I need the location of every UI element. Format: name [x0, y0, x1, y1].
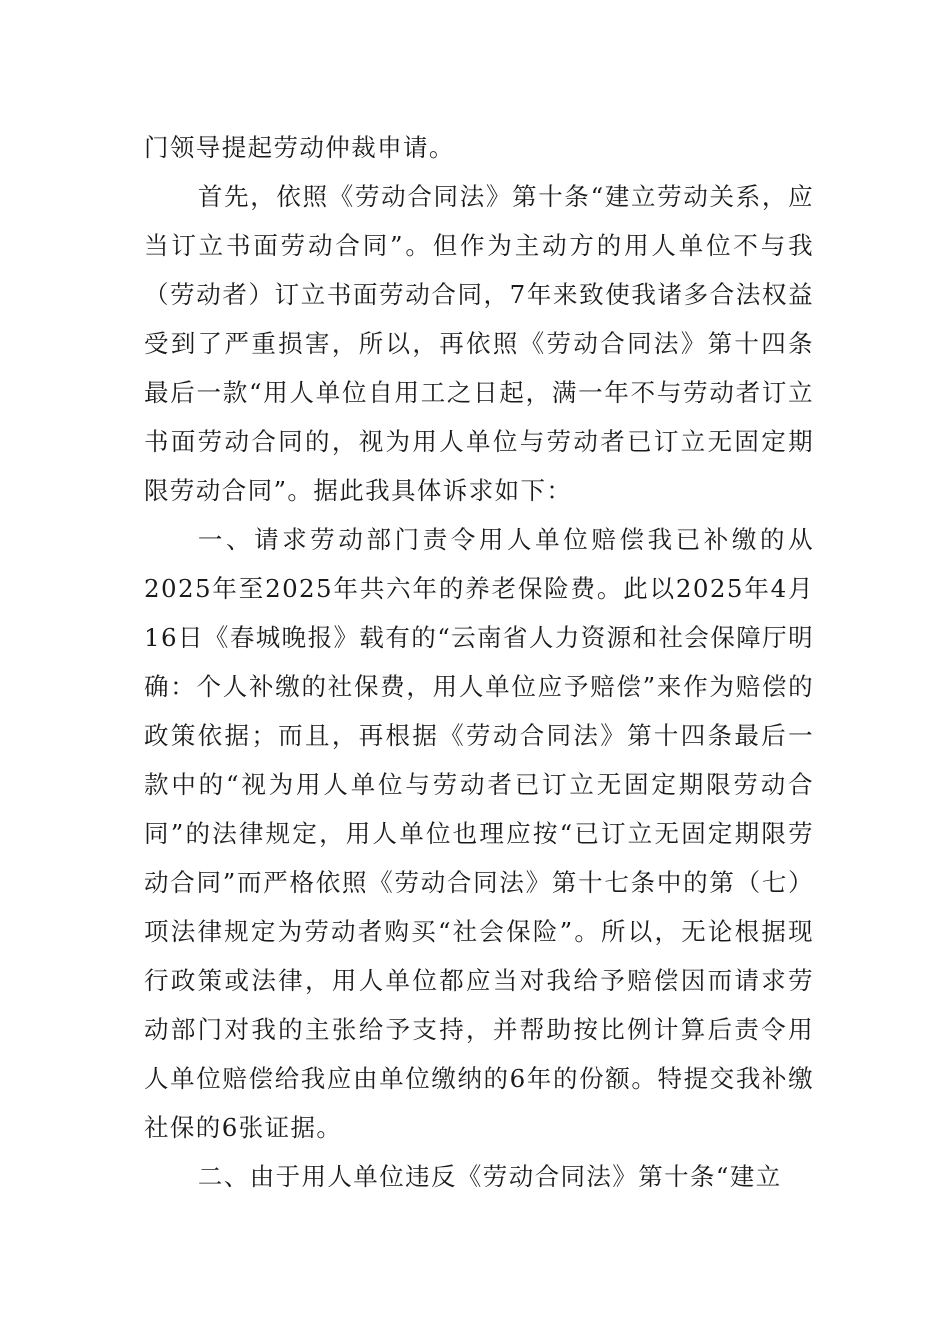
- paragraph-legal-basis: 首先，依照《劳动合同法》第十条“建立劳动关系，应当订立书面劳动合同”。但作为主动方的用人单位不与我（劳动者）订立书面劳动合同，7年来致使我诸多合法权益受到了严重损害，所以，再依照《劳动合同法》第十四条最后一款“用人单位自用工之日起，满一年不与劳动者订立书面劳动合同的，视为用人单位与劳动者已订立无固定期限劳动合同”。据此我具体诉求如下：: [144, 182, 814, 505]
- paragraph-claim-two: 二、由于用人单位违反《劳动合同法》第十条“建立: [197, 1162, 782, 1191]
- paragraph-claim-one: 一、请求劳动部门责令用人单位赔偿我已补缴的从2025年至2025年共六年的养老保险费。此以2025年4月16日《春城晚报》载有的“云南省人力资源和社会保障厅明确：个人补缴的社保费，用人单位应予赔偿”来作为赔偿的政策依据；而且，再根据《劳动合同法》第十四条最后一款中的“视为用人单位与劳动者已订立无固定期限劳动合同”的法律规定，用人单位也理应按“已订立无固定期限劳动合同”而严格依照《劳动合同法》第十七条中的第（七）项法律规定为劳动者购买“社会保险”。所以，无论根据现行政策或法律，用人单位都应当对我给予赔偿因而请求劳动部门对我的主张给予支持，并帮助按比例计算后责令用人单位赔偿给我应由单位缴纳的6年的份额。特提交我补缴社保的6张证据。: [144, 525, 814, 1142]
- document-body: [144, 123, 814, 1201]
- paragraph-continuation: 门领导提起劳动仲裁申请。: [144, 133, 455, 162]
